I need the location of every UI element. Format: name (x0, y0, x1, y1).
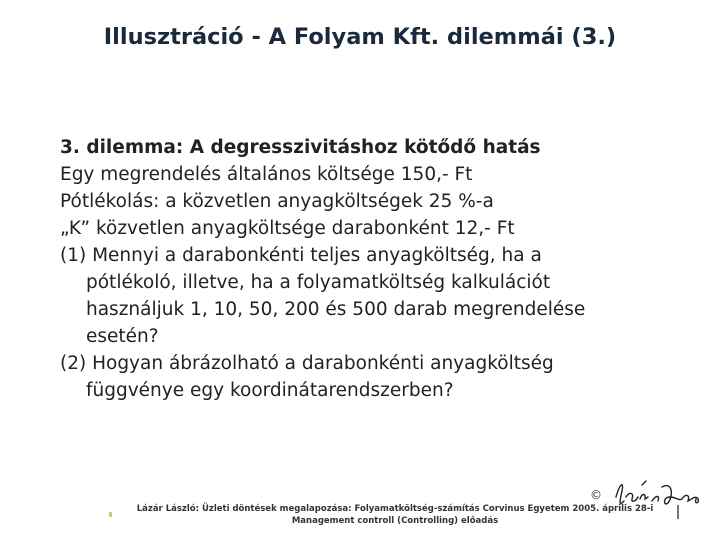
question-2-continued: függvénye egy koordinátarendszerben? (86, 380, 454, 401)
question-1-continued: pótlékoló, illetve, ha a folyamatköltség kalkulációt (86, 272, 551, 293)
question-2: (2) Hogyan ábrázolható a darabonkénti anyagköltség (60, 353, 554, 374)
footer-line-1: Lázár László: Üzleti döntések megalapozása: Folyamatköltség-számítás Corvinus Egyetem 2005. április 28-i (136, 504, 654, 514)
content-line: Egy megrendelés általános költsége 150,- Ft (60, 164, 473, 185)
question-1-continued: esetén? (86, 326, 159, 347)
slide-title: Illusztráció - A Folyam Kft. dilemmái (3.) (103, 24, 617, 50)
question-1-continued: használjuk 1, 10, 50, 200 és 500 darab megrendelése (86, 299, 586, 320)
dilemma-heading: 3. dilemma: A degresszivitáshoz kötődő hatás (60, 137, 541, 158)
slide-content (60, 134, 690, 404)
copyright-symbol: © (590, 488, 602, 502)
content-line: Pótlékolás: a közvetlen anyagköltségek 25 %-a (60, 191, 494, 212)
question-1: (1) Mennyi a darabonkénti teljes anyagköltség, ha a (60, 245, 542, 266)
footer-line-2: Management controll (Controlling) előadás (291, 516, 499, 526)
slide-footer (100, 503, 690, 527)
content-line: „K” közvetlen anyagköltsége darabonként 12,- Ft (60, 218, 515, 239)
